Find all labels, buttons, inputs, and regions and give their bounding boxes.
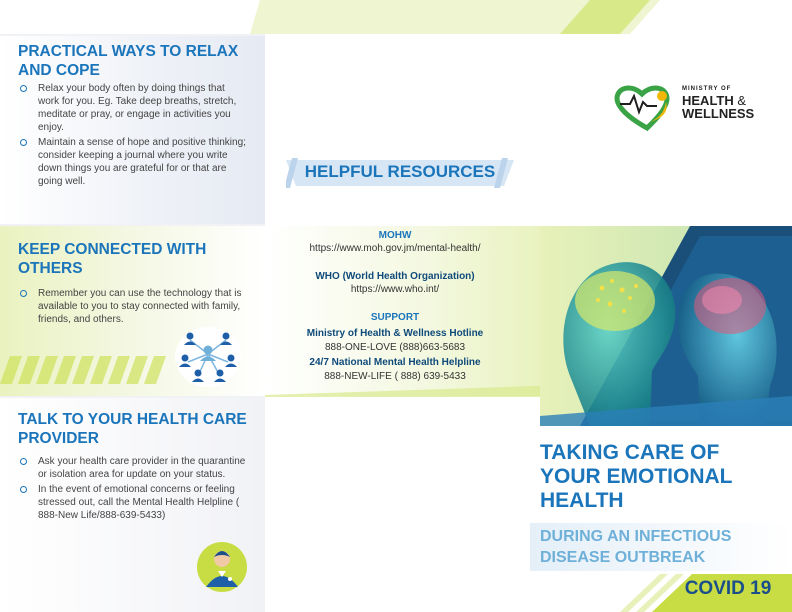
covid-badge: COVID 19 (684, 578, 772, 599)
bullet-item: Relax your body often by doing things that work for you. Eg. Take deep breaths, stretch, meditate or pray, or engage in activities you enjoy. (18, 82, 248, 134)
bullet-list-connect (18, 287, 248, 328)
who-label: WHO (World Health Organization) (315, 271, 475, 282)
mohw-label: MOHW (378, 230, 412, 241)
helpline-number: 888-NEW-LIFE ( 888) 639-5433 (324, 371, 466, 382)
who-link[interactable]: https://www.who.int/ (350, 284, 440, 295)
cover-subtitle-line1: DURING AN INFECTIOUS (540, 528, 732, 545)
brain-heads-image (540, 226, 792, 426)
bullet-list-relax (18, 82, 248, 190)
support-label: SUPPORT (370, 312, 420, 323)
ministry-logo-icon (612, 82, 682, 132)
bullet-item: Remember you can use the technology that is available to you to stay connected with family, friends, and others. (18, 287, 248, 326)
bullet-item: Ask your health care provider in the quarantine or isolation area for update on your status. (18, 455, 248, 481)
logo-wellness: WELLNESS (682, 106, 755, 121)
top-green-stripes (250, 0, 670, 36)
cover-title-line1: TAKING CARE OF (540, 441, 720, 464)
people-network-icon (174, 326, 242, 388)
bullet-item: Maintain a sense of hope and positive thinking; consider keeping a journal where you write down things you are grateful for or that are going well. (18, 136, 248, 188)
logo-amp: & (737, 93, 747, 108)
section-title-connect: KEEP CONNECTED WITH OTHERS (18, 241, 207, 277)
hotline-label: Ministry of Health & Wellness Hotline (306, 328, 484, 339)
helpline-label: 24/7 National Mental Health Helpline (309, 357, 481, 368)
section-title-provider: TALK TO YOUR HEALTH CARE PROVIDER (18, 411, 247, 447)
bullet-list-provider (18, 455, 248, 524)
cover-title-line3: HEALTH (540, 489, 624, 512)
cover-subtitle-line2: DISEASE OUTBREAK (540, 549, 706, 566)
section-title-relax: PRACTICAL WAYS TO RELAX AND COPE (18, 43, 239, 79)
cover-title-line2: YOUR EMOTIONAL (540, 465, 733, 488)
logo-ministry-of: MINISTRY OF (682, 86, 732, 92)
hotline-number: 888-ONE-LOVE (888)663-5683 (324, 342, 466, 353)
logo-health-text: HEALTH (682, 93, 734, 108)
decorative-stripes (0, 356, 170, 386)
resources-heading: HELPFUL RESOURCES (304, 162, 496, 181)
doctor-icon (196, 541, 248, 593)
bullet-item: In the event of emotional concerns or feeling stressed out, call the Mental Health Helpline ( 888-New Life/888-639-5433) (18, 483, 248, 522)
mohw-link[interactable]: https://www.moh.gov.jm/mental-health/ (309, 243, 481, 254)
